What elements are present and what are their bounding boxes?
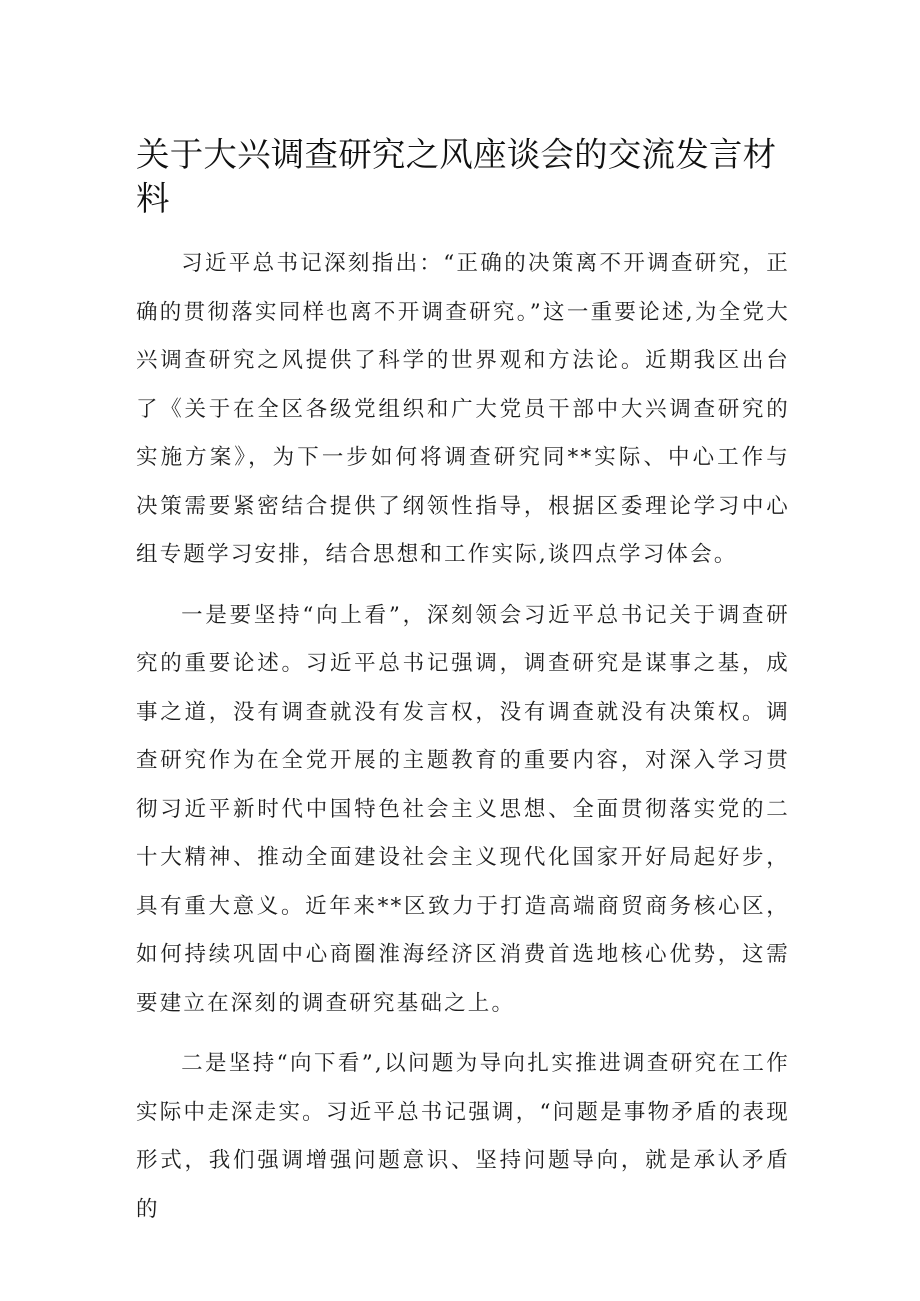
- document-body: [136, 133, 790, 1234]
- paragraph-point-one: 一是要坚持“向上看”，深刻领会习近平总书记关于调查研究的重要论述。习近平总书记强调，调查研究是谋事之基，成事之道，没有调查就没有发言权，没有调查就没有决策权。调查研究作为在全党开展的主题教育的重要内容，对深入学习贯彻习近平新时代中国特色社会主义思想、全面贯彻落实党的二十大精神、推动全面建设社会主义现代化国家开好局起好步，具有重大意义。近年来**区致力于打造高端商贸商务核心区，如何持续巩固中心商圈淮海经济区消费首选地核心优势，这需要建立在深刻的调查研究基础之上。: [136, 602, 790, 1016]
- paragraph-point-two: 二是坚持“向下看”,以问题为导向扎实推进调查研究在工作实际中走深走实。习近平总书记强调，“问题是事物矛盾的表现形式，我们强调增强问题意识、坚持问题导向，就是承认矛盾的: [136, 1051, 790, 1222]
- document-title: 关于大兴调查研究之风座谈会的交流发言材料: [136, 135, 777, 218]
- paragraph-intro: 习近平总书记深刻指出：“正确的决策离不开调查研究，正确的贯彻落实同样也离不开调查研究。”这一重要论述,为全党大兴调查研究之风提供了科学的世界观和方法论。近期我区出台了《关于在全区各级党组织和广大党员干部中大兴调查研究的实施方案》，为下一步如何将调查研究同**实际、中心工作与决策需要紧密结合提供了纲领性指导，根据区委理论学习中心组专题学习安排，结合思想和工作实际,谈四点学习体会。: [136, 251, 790, 567]
